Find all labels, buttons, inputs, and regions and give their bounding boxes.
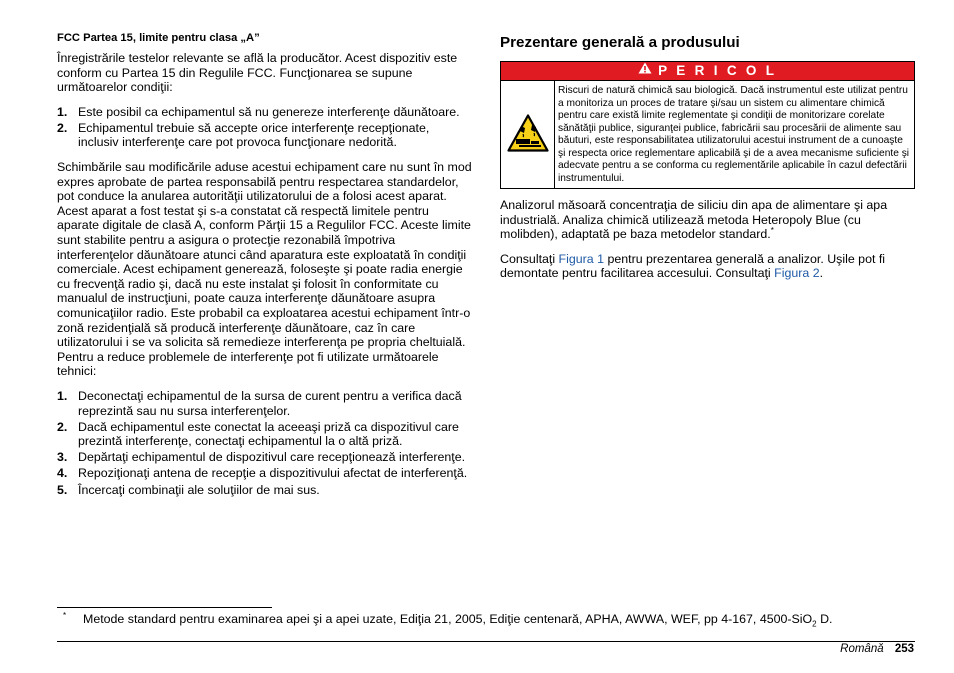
list-item: 1. Deconectaţi echipamentul de la sursa de curent pentru a verifica dacă reprezintă sau nu sursa interferenţelor. (57, 388, 462, 418)
warning-triangle-icon (638, 61, 652, 79)
danger-header (501, 62, 914, 81)
footnote-mark: * (63, 611, 67, 620)
fcc-techniques-list (57, 389, 472, 497)
fcc-intro: Înregistrările testelor relevante se află la producător. Acest dispozitiv este conform cu Partea 15 din Regulile FCC. Funcţionarea se supune următoarelor condiţii: (57, 51, 458, 95)
fcc-conditions-list (57, 105, 472, 150)
analyzer-description: Analizorul măsoară concentraţia de siliciu din apa de alimentare şi apa industrială. Analiza chimică utilizează metoda Heteropoly Blue (cu molibden), adaptată pe baza metodelor standard.* (500, 198, 888, 242)
danger-icon-cell (501, 81, 555, 188)
figure-reference-paragraph: Consultaţi Figura 1 pentru prezentarea generală a analizor. Uşile pot fi demontate pentru facilitarea accesului. Consultaţi Figura 2. (500, 251, 886, 281)
footer-language: Română (840, 643, 884, 655)
footnote-reference: * (770, 226, 774, 236)
footnote-text: Metode standard pentru examinarea apei şi a apei uzate, Ediţia 21, 2005, Ediţie centenară, APHA, AWWA, WEF, pp 4-167, 4500-SiO (83, 612, 813, 626)
right-column (500, 32, 915, 291)
danger-label: P E R I C O L (658, 63, 777, 78)
fcc-warning-paragraph: Schimbările sau modificările aduse acestui echipament care nu sunt în mod expres aprobate de partea responsabilă pentru respectarea standardelor, pot conduce la anularea autorităţii utilizatorului de a folosi acest aparat. Acest aparat a fost testat şi s-a constatat că respectă limitele pentru aparate digitale de clasă A, conform Părţii 15 a Regulilor FCC. Aceste limite sunt stabilite pentru a asigura o protecţie rezonabilă împotriva interferenţelor dăunătoare atunci când aparatura este exploatată în condiţii comerciale. Acest echipament generează, foloseşte şi poate radia energie cu frecvenţă radio şi, dacă nu este instalat şi folosit în conformitate cu manualul de instrucţiuni, poate cauza interferenţe dăunătoare asupra comunicaţiilor radio. Este probabil ca exploatarea acestui echipament într-o zonă rezidenţială să producă interferenţe dăunătoare, caz în care utilizatorului i se va solicita să remedieze interferenţa pe propria cheltuială. Pentru a reduce problemele de interferenţe pot fi utilizate următoarele tehnici: (57, 160, 472, 379)
chemical-hazard-icon (507, 114, 549, 156)
product-overview-heading: Prezentare generală a produsului (500, 34, 740, 51)
footnote-divider (57, 607, 272, 608)
figure-1-link[interactable]: Figura 1 (558, 251, 605, 266)
danger-body (501, 81, 914, 188)
left-column (57, 32, 472, 507)
danger-text: Riscuri de natură chimică sau biologică. Dacă instrumentul este utilizat pentru a monitoriza un proces de tratare şi/sau un sistem cu alimentare chimică pentru care există limite reglementate şi condiţii de monitorizare corelate sănătăţii publice, siguranţei publice, fabricării sau procesării de alimente sau băuturi, este responsabilitatea utilizatorului acestui instrument de a cunoaşte şi respecta orice reglementare aplicabilă şi de a avea mecanisme suficiente şi adecvate pentru a se conforma cu reglementările aplicabile în cazul defectării instrumentului. (558, 85, 910, 184)
page-number: 253 (894, 643, 914, 655)
list-item: 3. Depărtaţi echipamentul de dispozitivul care recepţionează interferenţe. (57, 450, 466, 465)
list-item: 2. Echipamentul trebuie să accepte orice interferenţe recepţionate, inclusiv interferenţe care pot provoca funcţionare nedorită. (57, 120, 430, 150)
figure-2-link[interactable]: Figura 2 (774, 266, 820, 281)
page-footer (840, 643, 914, 655)
danger-notice (500, 61, 915, 189)
fcc-heading: FCC Partea 15, limite pentru clasa „A” (57, 32, 260, 44)
list-item: 4. Repoziţionaţi antena de recepţie a dispozitivului afectat de interferenţă. (57, 466, 468, 481)
footnote: * Metode standard pentru examinarea apei şi a apei uzate, Ediţia 21, 2005, Ediţie centenară, APHA, AWWA, WEF, pp 4-167, 4500-SiO$_2$ D. (63, 611, 833, 629)
list-item: 5. Încercaţi combinaţii ale soluţiilor de mai sus. (57, 482, 320, 497)
list-item: 1. Este posibil ca echipamentul să nu genereze interferenţe dăunătoare. (57, 104, 460, 119)
page-footer-divider (57, 641, 915, 642)
list-item: 2. Dacă echipamentul este conectat la aceeaşi priză ca dispozitivul care prezintă interferenţe, conectaţi echipamentul la o altă priză. (57, 419, 459, 449)
